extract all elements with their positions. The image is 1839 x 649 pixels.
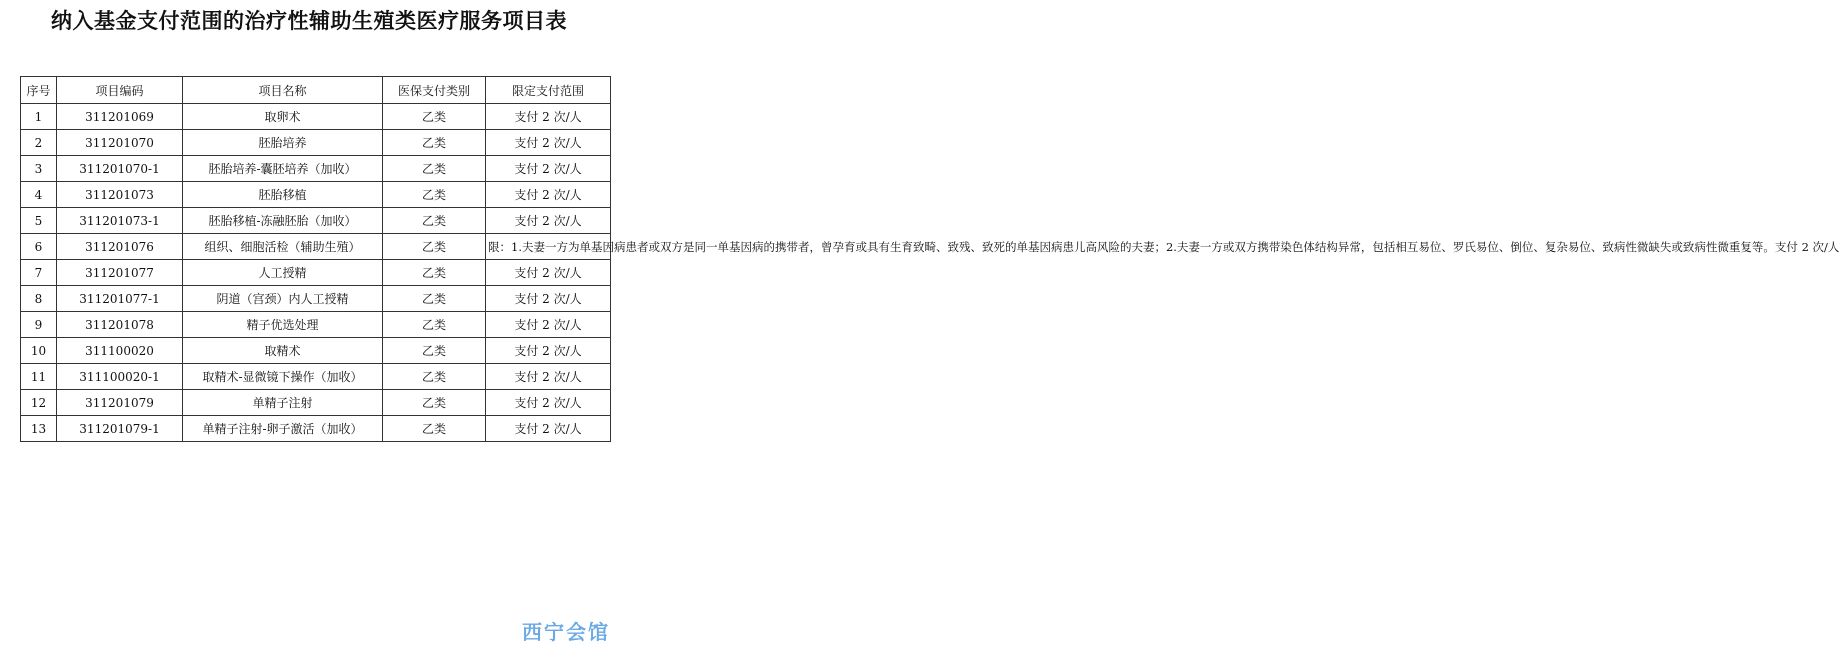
row-category: 乙类 bbox=[383, 312, 486, 338]
row-category: 乙类 bbox=[383, 156, 486, 182]
row-category: 乙类 bbox=[383, 260, 486, 286]
row-name: 单精子注射-卵子激活（加收） bbox=[183, 416, 383, 442]
row-name: 取卵术 bbox=[183, 104, 383, 130]
row-name: 取精术 bbox=[183, 338, 383, 364]
row-name: 精子优选处理 bbox=[183, 312, 383, 338]
table-row bbox=[21, 286, 611, 312]
table-row bbox=[21, 416, 611, 442]
page-title: 纳入基金支付范围的治疗性辅助生殖类医疗服务项目表 bbox=[51, 8, 567, 33]
row-code: 311201078 bbox=[57, 312, 183, 338]
table-row bbox=[21, 234, 611, 260]
table-row bbox=[21, 104, 611, 130]
row-no: 8 bbox=[21, 286, 57, 312]
row-category: 乙类 bbox=[383, 234, 486, 260]
table-row bbox=[21, 390, 611, 416]
row-limit: 支付 2 次/人 bbox=[486, 338, 611, 364]
row-category: 乙类 bbox=[383, 338, 486, 364]
row-limit: 限：1.夫妻一方为单基因病患者或双方是同一单基因病的携带者，曾孕育或具有生育致畸、致残、致死的单基因病患儿高风险的夫妻；2.夫妻一方或双方携带染色体结构异常，包括相互易位、罗氏易位、倒位、复杂易位、致病性微缺失或致病性微重复等。支付 2 次/人 bbox=[486, 234, 611, 260]
table-row bbox=[21, 130, 611, 156]
row-code: 311201070 bbox=[57, 130, 183, 156]
row-no: 12 bbox=[21, 390, 57, 416]
row-no: 3 bbox=[21, 156, 57, 182]
row-name: 组织、细胞活检（辅助生殖） bbox=[183, 234, 383, 260]
row-no: 1 bbox=[21, 104, 57, 130]
row-code: 311100020 bbox=[57, 338, 183, 364]
row-limit: 支付 2 次/人 bbox=[486, 130, 611, 156]
header-row bbox=[21, 77, 611, 104]
row-limit: 支付 2 次/人 bbox=[486, 312, 611, 338]
header-code: 项目编码 bbox=[57, 77, 183, 104]
row-name: 胚胎培养-囊胚培养（加收） bbox=[183, 156, 383, 182]
row-code: 311201079-1 bbox=[57, 416, 183, 442]
row-limit: 支付 2 次/人 bbox=[486, 182, 611, 208]
row-no: 7 bbox=[21, 260, 57, 286]
row-name: 取精术-显微镜下操作（加收） bbox=[183, 364, 383, 390]
row-category: 乙类 bbox=[383, 390, 486, 416]
row-no: 2 bbox=[21, 130, 57, 156]
header-category: 医保支付类别 bbox=[383, 77, 486, 104]
row-name: 人工授精 bbox=[183, 260, 383, 286]
row-no: 4 bbox=[21, 182, 57, 208]
header-limit: 限定支付范围 bbox=[486, 77, 611, 104]
row-no: 11 bbox=[21, 364, 57, 390]
row-name: 胚胎培养 bbox=[183, 130, 383, 156]
row-code: 311100020-1 bbox=[57, 364, 183, 390]
table-row bbox=[21, 312, 611, 338]
row-limit: 支付 2 次/人 bbox=[486, 390, 611, 416]
row-no: 10 bbox=[21, 338, 57, 364]
header-name: 项目名称 bbox=[183, 77, 383, 104]
row-code: 311201079 bbox=[57, 390, 183, 416]
row-limit: 支付 2 次/人 bbox=[486, 260, 611, 286]
row-no: 9 bbox=[21, 312, 57, 338]
table-row bbox=[21, 364, 611, 390]
row-code: 311201077-1 bbox=[57, 286, 183, 312]
row-code: 311201073 bbox=[57, 182, 183, 208]
row-category: 乙类 bbox=[383, 416, 486, 442]
row-name: 胚胎移植-冻融胚胎（加收） bbox=[183, 208, 383, 234]
row-code: 311201069 bbox=[57, 104, 183, 130]
table-row bbox=[21, 156, 611, 182]
watermark-logo: 西宁会馆 bbox=[522, 620, 610, 644]
row-limit: 支付 2 次/人 bbox=[486, 416, 611, 442]
row-category: 乙类 bbox=[383, 130, 486, 156]
row-category: 乙类 bbox=[383, 286, 486, 312]
row-limit: 支付 2 次/人 bbox=[486, 286, 611, 312]
row-name: 单精子注射 bbox=[183, 390, 383, 416]
row-limit: 支付 2 次/人 bbox=[486, 156, 611, 182]
table-row bbox=[21, 260, 611, 286]
row-no: 6 bbox=[21, 234, 57, 260]
row-code: 311201077 bbox=[57, 260, 183, 286]
row-limit: 支付 2 次/人 bbox=[486, 364, 611, 390]
table-row bbox=[21, 208, 611, 234]
row-code: 311201070-1 bbox=[57, 156, 183, 182]
row-category: 乙类 bbox=[383, 182, 486, 208]
row-category: 乙类 bbox=[383, 104, 486, 130]
row-limit: 支付 2 次/人 bbox=[486, 208, 611, 234]
row-code: 311201076 bbox=[57, 234, 183, 260]
row-code: 311201073-1 bbox=[57, 208, 183, 234]
row-name: 阴道（宫颈）内人工授精 bbox=[183, 286, 383, 312]
row-category: 乙类 bbox=[383, 364, 486, 390]
service-items-table bbox=[20, 76, 1839, 442]
row-limit: 支付 2 次/人 bbox=[486, 104, 611, 130]
row-name: 胚胎移植 bbox=[183, 182, 383, 208]
header-no: 序号 bbox=[21, 77, 57, 104]
table-row bbox=[21, 182, 611, 208]
table-row bbox=[21, 338, 611, 364]
row-no: 5 bbox=[21, 208, 57, 234]
row-no: 13 bbox=[21, 416, 57, 442]
row-category: 乙类 bbox=[383, 208, 486, 234]
